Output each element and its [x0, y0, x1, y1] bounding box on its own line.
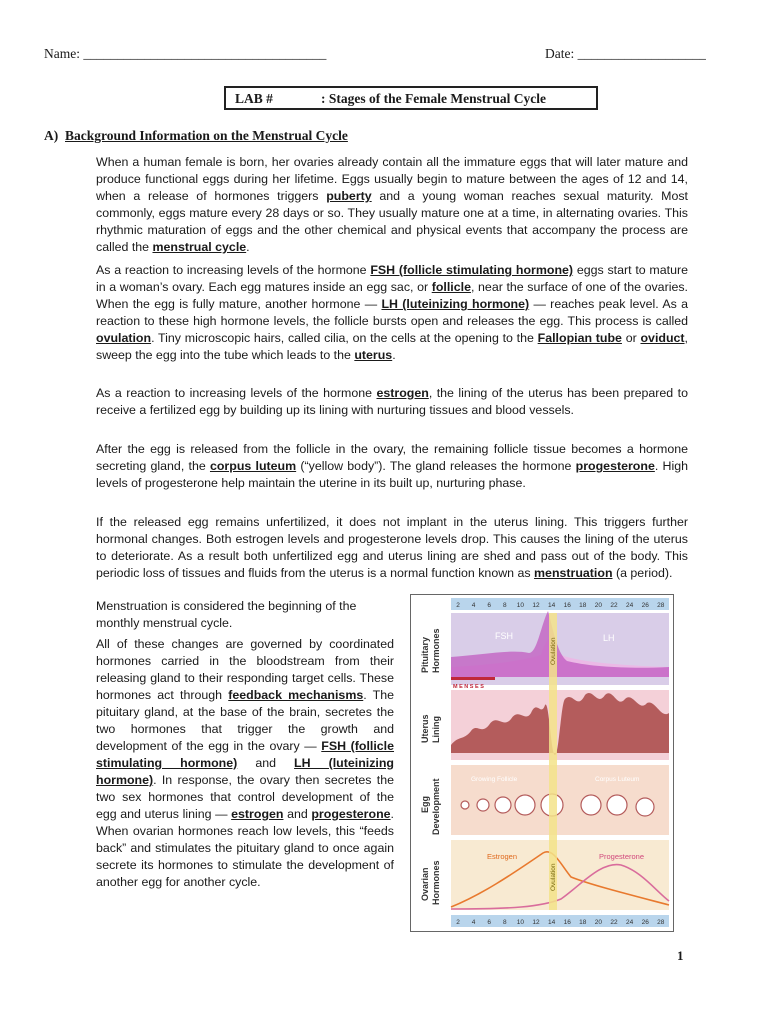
p4-text-c: . High levels of progesterone help maintain the uterine in its built up, nurturing phase.: [96, 459, 689, 490]
keyword-follicle: follicle: [431, 280, 471, 294]
day-tick-28: 28: [657, 602, 665, 609]
keyword-estrogen-2: estrogen: [231, 807, 284, 821]
paragraph-7: [96, 636, 394, 891]
ovarian-label-line2: Hormones: [431, 860, 441, 905]
p2-text-h: .: [392, 348, 396, 362]
growing-follicle-label: Growing Follicle: [471, 776, 518, 783]
p1-text-a: When a human female is born, her ovaries already contain all the immature eggs that will later mature and produce functional eggs during her lifetime. Eggs usually begin to mature between the ages of 12 and 14, when a release of hormones triggers: [96, 155, 688, 203]
day-tick-12: 12: [532, 602, 540, 609]
day-tick-8: 8: [502, 919, 507, 926]
day-tick-10: 10: [516, 919, 525, 926]
day-tick-28: 28: [657, 919, 665, 926]
follicle-stage-4: [515, 795, 535, 815]
keyword-fallopian-tube: Fallopian tube: [537, 331, 622, 345]
day-tick-24: 24: [625, 602, 634, 609]
paragraph-4: [96, 441, 688, 492]
day-tick-14: 14: [547, 919, 556, 926]
keyword-oviduct: oviduct: [640, 331, 685, 345]
page-number: 1: [677, 948, 684, 963]
p7-text-a: All of these changes are governed by coordinated hormones carried in the bloodstream from their releasing gland to their responding target cells. These hormones act through: [96, 637, 394, 702]
day-tick-16: 16: [563, 602, 571, 609]
day-tick-14: 14: [547, 602, 556, 609]
p2-text-g: , sweep the egg into the tube which leads to the: [96, 331, 688, 362]
menstrual-cycle-diagram: [410, 594, 674, 932]
keyword-progesterone: progesterone: [575, 459, 655, 473]
day-tick-18: 18: [579, 919, 587, 926]
uterus-label-line2: Lining: [431, 716, 441, 743]
keyword-feedback-mechanisms: feedback mechanisms: [228, 688, 364, 702]
p2-text-b: eggs start to mature in a woman’s ovary. Each egg matures inside an egg sac, or: [96, 263, 689, 294]
corpus-luteum-label: Corpus Luteum: [595, 776, 640, 783]
p1-text-c: .: [246, 240, 250, 254]
p7-text-e: and: [283, 807, 312, 821]
pituitary-label-line2: Hormones: [431, 628, 441, 673]
p1-text-b: and a young woman reaches sexual maturity. Most commonly, eggs mature every 28 days or so. They usually mature one at a time, in alternating ovaries. This rhythmic maturation of eggs and the other chemical and physical events that accompany the process are called the: [96, 189, 689, 254]
paragraph-2: [96, 262, 688, 364]
lab-title-box: [224, 86, 598, 110]
follicle-stage-3: [495, 797, 511, 813]
corpus-luteum-stage-2: [607, 795, 627, 815]
p7-text-c: and: [237, 756, 295, 770]
day-tick-24: 24: [625, 919, 634, 926]
paragraph-5: [96, 514, 688, 582]
p6-text-a: Menstruation is considered the beginning of the monthly menstrual cycle.: [96, 599, 357, 630]
date-field-label: Date: ___________________: [545, 46, 706, 61]
keyword-uterus: uterus: [354, 348, 393, 362]
menses-bar: [451, 677, 495, 680]
keyword-lh: LH (luteinizing hormone): [381, 297, 530, 311]
day-tick-20: 20: [594, 919, 603, 926]
day-tick-6: 6: [487, 919, 492, 926]
day-tick-bar-top: [451, 598, 669, 610]
lh-label: LH: [603, 633, 615, 643]
ovulation-label-bottom: Ovulation: [550, 863, 557, 891]
keyword-fsh-2: FSH (follicle stimulating hormone): [96, 739, 395, 770]
keyword-fsh: FSH (follicle stimulating hormone): [370, 263, 574, 277]
p2-text-d: — reaches peak level. As a reaction to these high hormone levels, the follicle bursts open and releases the egg. This process is called: [96, 297, 689, 328]
p2-text-f: or: [621, 331, 641, 345]
pituitary-label-line1: Pituitary: [420, 636, 430, 673]
follicle-stage-2: [477, 799, 489, 811]
p5-text-b: (a period).: [612, 566, 673, 580]
p2-text-c: , near the surface of one of the ovaries. When the egg is fully mature, another hormone —: [96, 280, 688, 311]
paragraph-3: [96, 385, 688, 419]
day-tick-2: 2: [456, 919, 460, 926]
p3-text-b: , the lining of the uterus has been prepared to receive a fertilized egg by building up its lining with nurturing tissues and blood vessels.: [96, 386, 688, 417]
keyword-estrogen: estrogen: [376, 386, 429, 400]
day-tick-22: 22: [610, 602, 618, 609]
lab-title: : Stages of the Female Menstrual Cycle: [321, 91, 546, 106]
egg-label-line2: Development: [431, 778, 441, 835]
p3-text-a: As a reaction to increasing levels of the hormone: [96, 386, 377, 400]
keyword-puberty: puberty: [326, 189, 372, 203]
keyword-menstrual-cycle: menstrual cycle: [152, 240, 247, 254]
day-tick-20: 20: [594, 602, 603, 609]
p2-text-a: As a reaction to increasing levels of the hormone: [96, 263, 371, 277]
estrogen-label: Estrogen: [487, 852, 518, 861]
menses-label: M E N S E S: [453, 684, 484, 690]
day-tick-2: 2: [456, 602, 460, 609]
name-field-label: Name: ____________________________________: [44, 46, 327, 61]
day-tick-16: 16: [563, 919, 571, 926]
p4-text-a: After the egg is released from the follicle in the ovary, the remaining follicle tissue becomes a hormone secreting gland, the: [96, 442, 688, 473]
day-tick-8: 8: [502, 602, 507, 609]
p7-text-b: . The pituitary gland, at the base of the brain, secretes the two hormones that trigger the growth and development of the egg in the ovary —: [96, 688, 395, 753]
day-tick-4: 4: [471, 602, 476, 609]
fsh-label: FSH: [495, 631, 513, 641]
p2-text-e: . Tiny microscopic hairs, called cilia, on the cells at the opening to the: [151, 331, 538, 345]
day-tick-bar-bottom: [451, 915, 669, 927]
egg-label-line1: Egg: [420, 796, 430, 813]
day-tick-4: 4: [471, 919, 476, 926]
corpus-luteum-stage-1: [581, 795, 601, 815]
day-tick-22: 22: [610, 919, 618, 926]
day-tick-10: 10: [516, 602, 525, 609]
ovulation-label-top: Ovulation: [550, 637, 557, 665]
day-tick-12: 12: [532, 919, 540, 926]
day-tick-26: 26: [641, 602, 649, 609]
progesterone-label: Progesterone: [599, 852, 645, 861]
section-letter: A): [44, 128, 59, 143]
paragraph-6: [96, 598, 394, 632]
keyword-corpus-luteum: corpus luteum: [209, 459, 297, 473]
keyword-ovulation: ovulation: [96, 331, 152, 345]
p5-text-a: If the released egg remains unfertilized, it does not implant in the uterus lining. This triggers further hormonal changes. Both estrogen levels and progesterone levels drop. This causes the lining of the uterus to deteriorate. As a result both unfertilized egg and uterus lining are shed and pass out of the body. This periodic loss of tissues and fluids from the uterus is a normal function known as: [96, 515, 688, 580]
lab-number-label: LAB #: [235, 91, 273, 106]
day-tick-26: 26: [641, 919, 649, 926]
p4-text-b: (“yellow body”). The gland releases the hormone: [296, 459, 576, 473]
section-a-heading: [44, 128, 348, 144]
follicle-stage-1: [461, 801, 469, 809]
day-tick-18: 18: [579, 602, 587, 609]
paragraph-1: [96, 154, 688, 256]
section-title: Background Information on the Menstrual Cycle: [65, 128, 348, 143]
keyword-progesterone-2: progesterone: [311, 807, 391, 821]
keyword-menstruation: menstruation: [534, 566, 613, 580]
uterus-label-line1: Uterus: [420, 714, 430, 743]
p7-text-f: . When ovarian hormones reach low levels, this “feeds back” and stimulates the pituitary gland to once again secrete its hormones to stimulate the development of another egg for another cycle.: [96, 807, 394, 889]
corpus-luteum-stage-3: [636, 798, 654, 816]
keyword-lh-2: LH (luteinizing hormone): [96, 756, 394, 787]
day-tick-6: 6: [487, 602, 492, 609]
ovarian-label-line1: Ovarian: [420, 867, 430, 901]
p7-text-d: . In response, the ovary then secretes the two sex hormones that control development of the egg and uterus lining —: [96, 773, 394, 821]
